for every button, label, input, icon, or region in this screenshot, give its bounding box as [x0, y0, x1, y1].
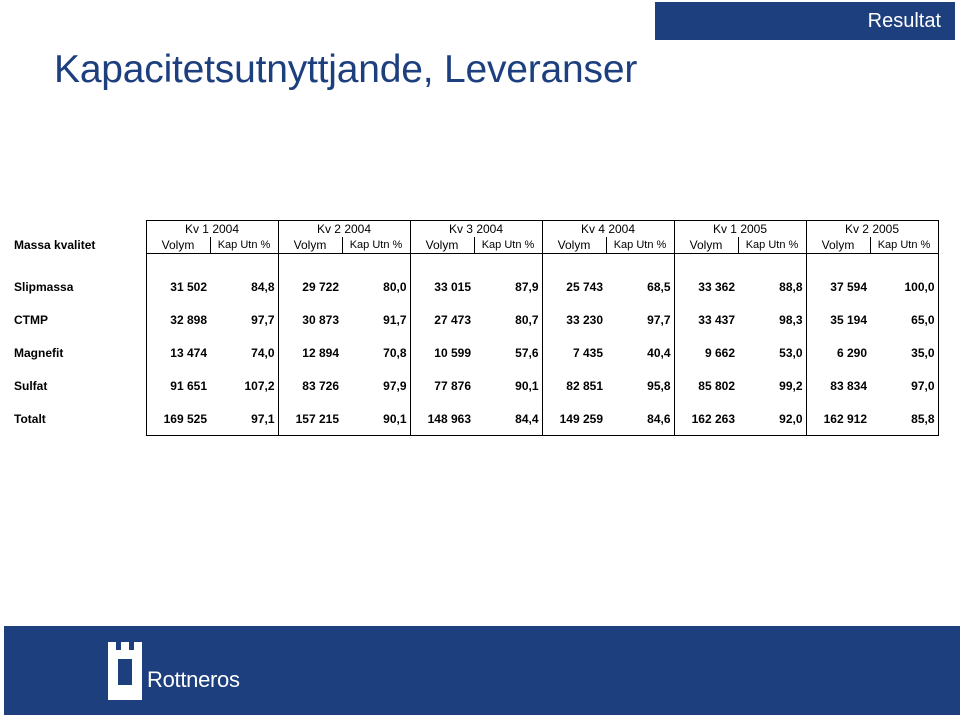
volume-cell: 162 912	[806, 402, 870, 436]
capacity-cell: 97,7	[210, 303, 278, 336]
spacer-cell	[674, 254, 738, 271]
capacity-cell: 80,0	[342, 270, 410, 303]
table-row	[12, 402, 938, 436]
table-row	[12, 336, 938, 369]
spacer-cell	[146, 254, 210, 271]
volume-header: Volym	[410, 237, 474, 254]
capacity-cell: 91,7	[342, 303, 410, 336]
spacer-cell	[738, 254, 806, 271]
capacity-header: Kap Utn %	[738, 237, 806, 254]
volume-cell: 35 194	[806, 303, 870, 336]
volume-cell: 29 722	[278, 270, 342, 303]
capacity-cell: 85,8	[870, 402, 938, 436]
capacity-header: Kap Utn %	[474, 237, 542, 254]
spacer-cell	[474, 254, 542, 271]
capacity-cell: 97,7	[606, 303, 674, 336]
volume-cell: 83 726	[278, 369, 342, 402]
volume-cell: 13 474	[146, 336, 210, 369]
capacity-header: Kap Utn %	[210, 237, 278, 254]
row-label: Totalt	[14, 411, 46, 426]
spacer-cell	[278, 254, 342, 271]
capacity-cell: 97,0	[870, 369, 938, 402]
volume-cell: 7 435	[542, 336, 606, 369]
period-header: Kv 4 2004	[542, 221, 674, 238]
volume-header: Volym	[674, 237, 738, 254]
capacity-cell: 90,1	[342, 402, 410, 436]
capacity-cell: 99,2	[738, 369, 806, 402]
volume-cell: 77 876	[410, 369, 474, 402]
capacity-cell: 88,8	[738, 270, 806, 303]
volume-header: Volym	[146, 237, 210, 254]
table-row	[12, 303, 938, 336]
volume-cell: 157 215	[278, 402, 342, 436]
corner-cell	[12, 221, 146, 238]
period-header-row	[12, 221, 938, 238]
capacity-cell: 97,1	[210, 402, 278, 436]
capacity-cell: 92,0	[738, 402, 806, 436]
volume-cell: 33 437	[674, 303, 738, 336]
table-row	[12, 270, 938, 303]
capacity-header: Kap Utn %	[342, 237, 410, 254]
volume-header: Volym	[278, 237, 342, 254]
capacity-cell: 80,7	[474, 303, 542, 336]
capacity-cell: 107,2	[210, 369, 278, 402]
row-label: Magnefit	[14, 345, 64, 360]
volume-cell: 30 873	[278, 303, 342, 336]
volume-cell: 82 851	[542, 369, 606, 402]
volume-cell: 169 525	[146, 402, 210, 436]
section-badge: Resultat	[655, 2, 955, 40]
capacity-cell: 57,6	[474, 336, 542, 369]
volume-cell: 162 263	[674, 402, 738, 436]
table-body	[12, 221, 938, 436]
period-header: Kv 3 2004	[410, 221, 542, 238]
capacity-cell: 70,8	[342, 336, 410, 369]
row-label: Slipmassa	[14, 279, 74, 294]
volume-cell: 25 743	[542, 270, 606, 303]
volume-cell: 9 662	[674, 336, 738, 369]
rottneros-logo-icon	[108, 642, 142, 700]
volume-cell: 33 362	[674, 270, 738, 303]
period-header: Kv 2 2004	[278, 221, 410, 238]
footer-bar	[4, 626, 960, 715]
capacity-cell: 65,0	[870, 303, 938, 336]
capacity-cell: 97,9	[342, 369, 410, 402]
spacer-cell	[870, 254, 938, 271]
capacity-header: Kap Utn %	[870, 237, 938, 254]
capacity-cell: 98,3	[738, 303, 806, 336]
volume-cell: 33 230	[542, 303, 606, 336]
row-label: CTMP	[14, 312, 48, 327]
capacity-cell: 84,6	[606, 402, 674, 436]
capacity-cell: 95,8	[606, 369, 674, 402]
capacity-cell: 84,8	[210, 270, 278, 303]
volume-header: Volym	[542, 237, 606, 254]
volume-cell: 6 290	[806, 336, 870, 369]
capacity-cell: 100,0	[870, 270, 938, 303]
capacity-cell: 74,0	[210, 336, 278, 369]
spacer-cell	[12, 254, 146, 271]
volume-header: Volym	[806, 237, 870, 254]
volume-cell: 83 834	[806, 369, 870, 402]
spacer-cell	[410, 254, 474, 271]
spacer-cell	[210, 254, 278, 271]
capacity-cell: 87,9	[474, 270, 542, 303]
page-title: Kapacitetsutnyttjande, Leveranser	[54, 48, 638, 91]
period-header: Kv 2 2005	[806, 221, 938, 238]
row-header-label: Massa kvalitet	[14, 238, 96, 253]
volume-cell: 148 963	[410, 402, 474, 436]
period-header: Kv 1 2004	[146, 221, 278, 238]
capacity-header: Kap Utn %	[606, 237, 674, 254]
volume-cell: 10 599	[410, 336, 474, 369]
capacity-cell: 35,0	[870, 336, 938, 369]
row-label: Sulfat	[14, 378, 48, 393]
capacity-cell: 84,4	[474, 402, 542, 436]
sub-header-row	[12, 237, 938, 254]
spacer-cell	[606, 254, 674, 271]
volume-cell: 149 259	[542, 402, 606, 436]
capacity-cell: 53,0	[738, 336, 806, 369]
volume-cell: 31 502	[146, 270, 210, 303]
capacity-cell: 68,5	[606, 270, 674, 303]
table-row	[12, 369, 938, 402]
spacer-cell	[342, 254, 410, 271]
spacer-cell	[806, 254, 870, 271]
volume-cell: 27 473	[410, 303, 474, 336]
volume-cell: 91 651	[146, 369, 210, 402]
capacity-cell: 90,1	[474, 369, 542, 402]
volume-cell: 37 594	[806, 270, 870, 303]
volume-cell: 32 898	[146, 303, 210, 336]
period-header: Kv 1 2005	[674, 221, 806, 238]
capacity-cell: 40,4	[606, 336, 674, 369]
volume-cell: 33 015	[410, 270, 474, 303]
volume-cell: 85 802	[674, 369, 738, 402]
spacer-cell	[542, 254, 606, 271]
brand-name: Rottneros	[147, 667, 240, 692]
spacer-row	[12, 254, 938, 271]
volume-cell: 12 894	[278, 336, 342, 369]
capacity-table	[12, 220, 939, 436]
